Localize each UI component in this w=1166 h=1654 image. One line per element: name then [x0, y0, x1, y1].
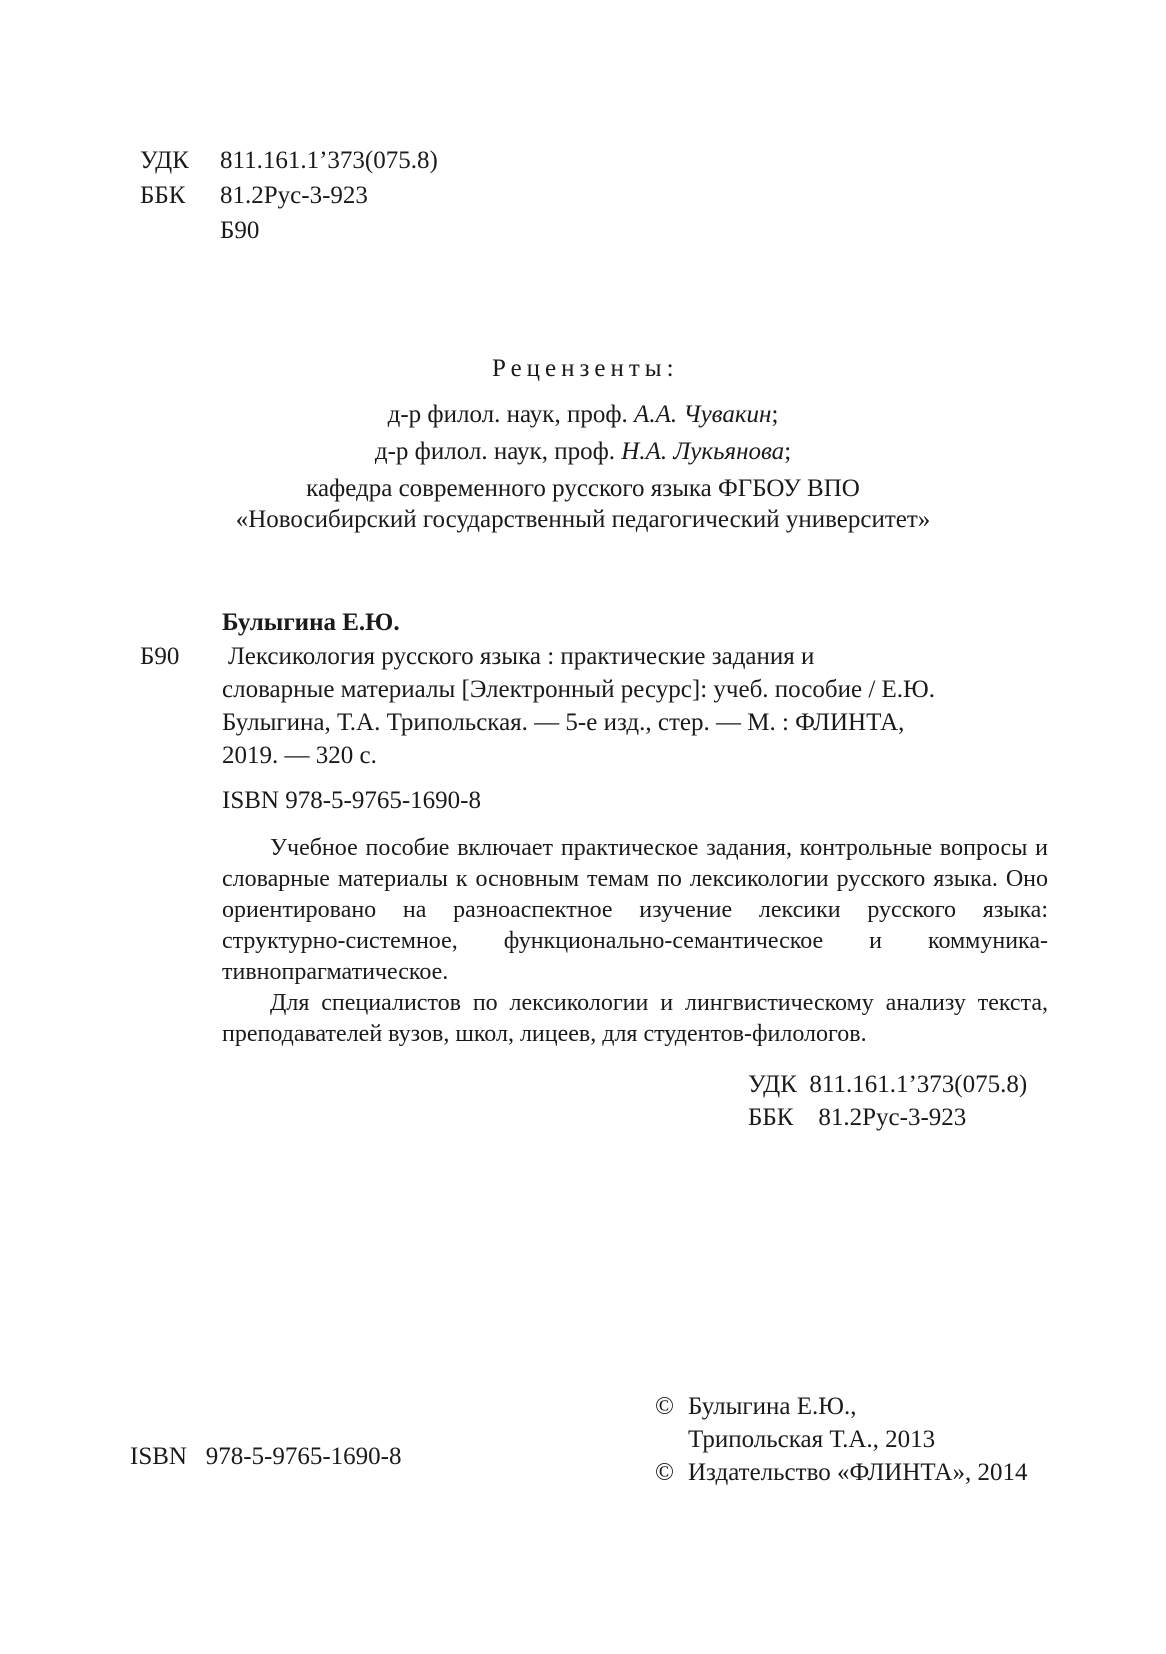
bibliography-isbn: ISBN 978-5-9765-1690-8	[222, 787, 482, 814]
copyright-1-line2: Трипольская Т.А., 2013	[688, 1426, 936, 1453]
udk-bottom: УДК 811.161.1’373(075.8)	[748, 1071, 1028, 1098]
copyright-2: Издательство «ФЛИНТА», 2014	[688, 1459, 1028, 1486]
footer-isbn: ISBN 978-5-9765-1690-8	[130, 1443, 402, 1470]
reviewer-1-name: А.А. Чувакин	[634, 401, 772, 428]
reviewer-department-line2: «Новосибирский государственный педагогический университет»	[235, 506, 931, 533]
bibliography-line-1: Лексикология русского языка : практические задания и	[228, 643, 815, 670]
book-author: Булыгина Е.Ю.	[222, 609, 400, 636]
bibliography-line-4: 2019. — 320 с.	[222, 742, 377, 769]
reviewer-1	[0, 400, 1166, 430]
udk-value: 811.161.1’373(075.8)	[220, 147, 438, 174]
author-mark-bibliography: Б90	[140, 643, 180, 670]
copyright-symbol-2: ©	[655, 1459, 674, 1486]
reviewers-heading: Рецензенты:	[492, 355, 679, 382]
reviewer-2-title: д-р филол. наук, проф.	[374, 438, 616, 465]
bbk-value: 81.2Рус-3-923	[220, 182, 368, 209]
annotation	[222, 833, 1048, 1050]
reviewer-2-end: ;	[784, 438, 792, 465]
bbk-bottom: ББК 81.2Рус-3-923	[748, 1104, 967, 1131]
annotation-paragraph-1: Учебное пособие включает практическое задания, контрольные вопросы и словарные материалы к основным темам по лексикологии русского языка. Оно ориентировано на разноаспектное изучение лексики русского языка: структурно-системное, функционально-семантическое и коммуника-тивнопрагматическое.	[222, 835, 1048, 985]
bibliography-line-2: словарные материалы [Электронный ресурс]: учеб. пособие / Е.Ю.	[222, 676, 936, 703]
reviewer-1-end: ;	[771, 401, 779, 428]
bbk-label: ББК	[140, 182, 186, 209]
reviewer-2	[0, 437, 1166, 467]
udk-label: УДК	[140, 147, 189, 174]
reviewer-department-line1: кафедра современного русского языка ФГБОУ ВПО	[306, 475, 860, 502]
annotation-paragraph-2: Для специалистов по лексикологии и лингвистическому анализу текста, преподавателей вузов, школ, лицеев, для студентов-филологов.	[222, 990, 1048, 1047]
reviewer-2-name: Н.А. Лукьянова	[621, 438, 785, 465]
reviewer-1-title: д-р филол. наук, проф.	[387, 401, 628, 428]
copyright-1-line1: Булыгина Е.Ю.,	[688, 1393, 857, 1420]
author-mark-top: Б90	[220, 217, 260, 244]
copyright-symbol-1: ©	[655, 1393, 674, 1420]
bibliography-line-3: Булыгина, Т.А. Трипольская. — 5-е изд., стер. — М. : ФЛИНТА,	[222, 709, 905, 736]
